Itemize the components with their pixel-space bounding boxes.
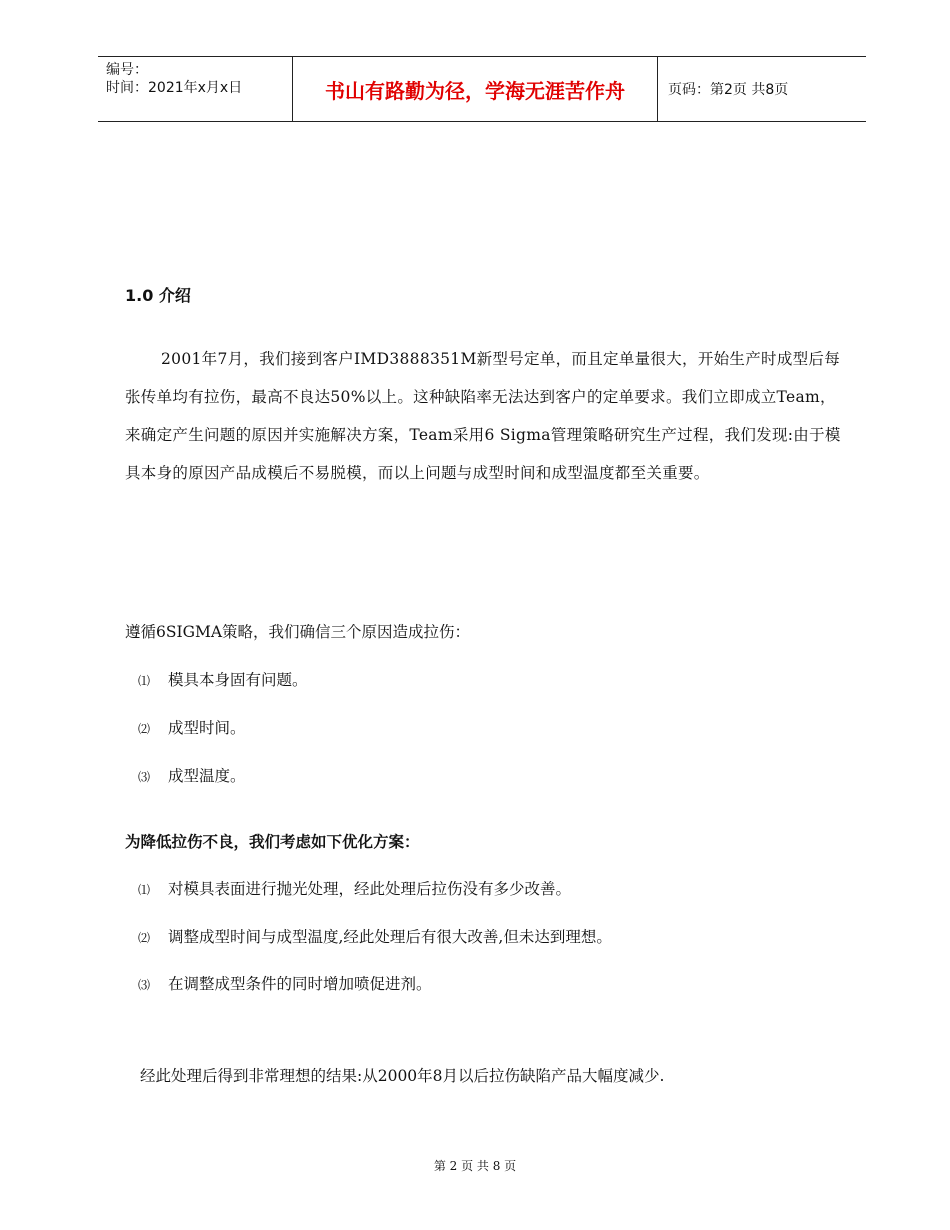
header-page-info: 页码：第2页 共8页: [668, 82, 789, 98]
list-text: 成型时间。: [168, 719, 246, 737]
cause-item-3: [138, 764, 246, 786]
section-title: 1.0 介绍: [125, 286, 191, 305]
header-meta: [98, 57, 293, 121]
list-number: ⑶: [138, 770, 151, 784]
causes-lead: 遵循6SIGMA策略，我们确信三个原因造成拉伤：: [125, 623, 471, 641]
page-header: [98, 56, 866, 122]
document-number-label: 编号：: [106, 62, 148, 78]
list-number: ⑴: [138, 883, 151, 897]
list-number: ⑵: [138, 722, 151, 736]
list-text: 调整成型时间与成型温度,经此处理后有很大改善,但未达到理想。: [168, 928, 612, 946]
plan-item-3: [138, 972, 432, 994]
list-text: 对模具表面进行抛光处理，经此处理后拉伤没有多少改善。: [168, 880, 572, 898]
list-text: 在调整成型条件的同时增加喷促进剂。: [168, 975, 432, 993]
list-text: 成型温度。: [168, 767, 246, 785]
intro-paragraph: 2001年7月，我们接到客户IMD3888351M新型号定单，而且定单量很大，开始生产时成型后每张传单均有拉伤，最高不良达50%以上。这种缺陷率无法达到客户的定单要求。我们立即成立Team，来确定产生问题的原因并实施解决方案，Team采用6 Sigma管理策略研究生产过程，我们发现:由于模具本身的原因产品成模后不易脱模，而以上问题与成型时间和成型温度都至关重要。: [125, 350, 841, 482]
cause-item-1: [138, 668, 308, 690]
plans-heading: 为降低拉伤不良，我们考虑如下优化方案：: [125, 833, 420, 851]
plan-item-1: [138, 877, 571, 899]
document-time-label: 时间：2021年x月x日: [106, 80, 243, 96]
list-number: ⑴: [138, 674, 151, 688]
list-number: ⑶: [138, 978, 151, 992]
cause-item-2: [138, 716, 246, 738]
plan-item-2: [138, 925, 612, 947]
list-number: ⑵: [138, 931, 151, 945]
page-footer: 第 2 页 共 8 页: [433, 1159, 517, 1173]
list-text: 模具本身固有问题。: [168, 671, 308, 689]
result-paragraph: 经此处理后得到非常理想的结果:从2000年8月以后拉伤缺陷产品大幅度减少.: [140, 1067, 665, 1085]
header-motto: 书山有路勤为径，学海无涯苦作舟: [293, 57, 658, 121]
